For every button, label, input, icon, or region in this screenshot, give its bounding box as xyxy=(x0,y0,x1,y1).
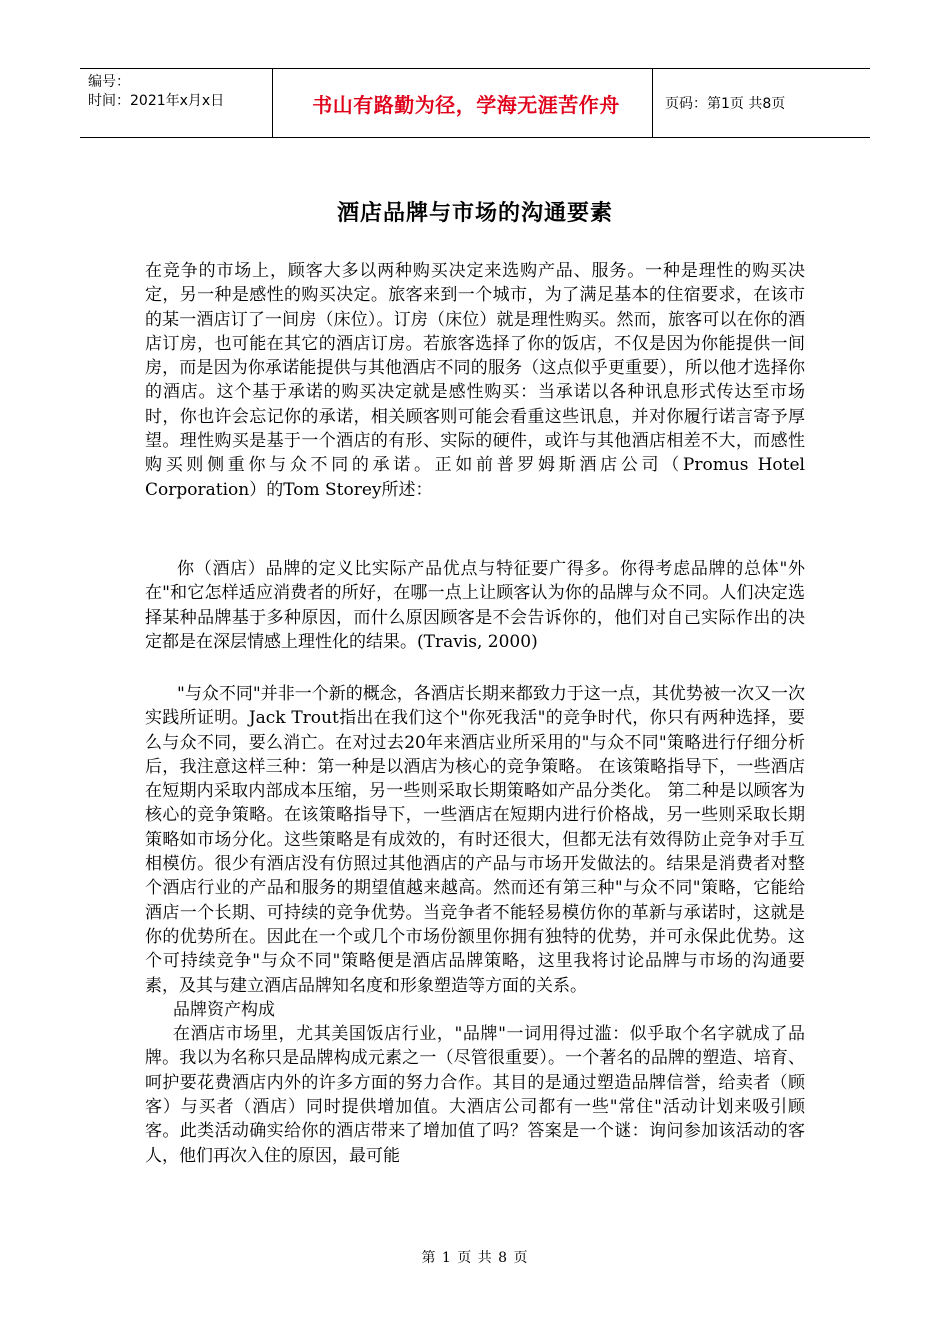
header-divider xyxy=(652,69,653,137)
header-meta xyxy=(88,73,224,111)
header-motto: 书山有路勤为径，学海无涯苦作舟 xyxy=(312,92,620,117)
paragraph-3: "与众不同"并非一个新的概念，各酒店长期来都致力于这一点，其优势被一次又一次实践所证明。Jack Trout指出在我们这个"你死我活"的竞争时代，你只有两种选择，要么与众不同，要么消亡。在对过去20年来酒店业所采用的"与众不同"策略进行仔细分析后，我注意这样三种：第一种是以酒店为核心的竞争策略。 在该策略指导下，一些酒店在短期内采取内部成本压缩，另一些则采取长期策略如产品分类化。 第二种是以顾客为核心的竞争策略。在该策略指导下，一些酒店在短期内进行价格战，另一些则采取长期策略如市场分化。这些策略是有成效的，有时还很大，但都无法有效得防止竞争对手互相模仿。很少有酒店没有仿照过其他酒店的产品与市场开发做法的。结果是消费者对整个酒店行业的产品和服务的期望值越来越高。然而还有第三种"与众不同"策略，它能给酒店一个长期、可持续的竞争优势。当竞争者不能轻易模仿你的革新与承诺时，这就是你的优势所在。因此在一个或几个市场份额里你拥有独特的优势，并可永保此优势。这个可持续竞争"与众不同"策略便是酒店品牌策略，这里我将讨论品牌与市场的沟通要素，及其与建立酒店品牌知名度和形象塑造等方面的关系。 xyxy=(145,684,805,996)
body-section-1 xyxy=(145,259,805,502)
document-header xyxy=(80,68,870,138)
number-label: 编号： xyxy=(88,74,130,90)
paragraph-4: 在酒店市场里，尤其美国饭店行业，"品牌"一词用得过滥：似乎取个名字就成了品牌。我以为名称只是品牌构成元素之一（尽管很重要）。一个著名的品牌的塑造、培育、呵护要花费酒店内外的许多方面的努力合作。其目的是通过塑造品牌信誉，给卖者（顾客）与买者（酒店）同时提供增加值。大酒店公司都有一些"常住"活动计划来吸引顾客。此类活动确实给你的酒店带来了增加值了吗？答案是一个谜：询问参加该活动的客人，他们再次入住的原因，最可能 xyxy=(145,1024,805,1166)
header-page-info: 页码：第1页 共8页 xyxy=(665,96,786,112)
date-label: 时间：2021年x月x日 xyxy=(88,93,225,109)
paragraph-quote: 你（酒店）品牌的定义比实际产品优点与特征要广得多。你得考虑品牌的总体"外在"和它怎样适应消费者的所好，在哪一点上让顾客认为你的品牌与众不同。人们决定选择某种品牌基于多种原因，而什么原因顾客是不会告诉你的，他们对自己实际作出的决定都是在深层情感上理性化的结果。(Travis, 2000) xyxy=(145,559,805,652)
body-section-quote xyxy=(145,557,805,654)
document-title: 酒店品牌与市场的沟通要素 xyxy=(336,200,613,226)
paragraph-1: 在竞争的市场上，顾客大多以两种购买决定来选购产品、服务。一种是理性的购买决定，另一种是感性的购买决定。旅客来到一个城市，为了满足基本的住宿要求，在该市的某一酒店订了一间房（床位）。订房（床位）就是理性购买。然而，旅客可以在你的酒店订房，也可能在其它的酒店订房。若旅客选择了你的饭店，不仅是因为你能提供一间房，而是因为你承诺能提供与其他酒店不同的服务（这点似乎更重要），所以他才选择你的酒店。这个基于承诺的购买决定就是感性购买：当承诺以各种讯息形式传达至市场时，你也许会忘记你的承诺，相关顾客则可能会看重这些讯息，并对你履行诺言寄予厚望。理性购买是基于一个酒店的有形、实际的硬件，或许与其他酒店相差不大，而感性购买则侧重你与众不同的承诺。正如前普罗姆斯酒店公司（Promus Hotel Corporation）的Tom Storey所述： xyxy=(145,261,805,500)
header-divider xyxy=(272,69,273,137)
page-footer: 第 1 页 共 8 页 xyxy=(421,1250,529,1266)
body-section-2 xyxy=(145,682,805,1168)
section-subheading: 品牌资产构成 xyxy=(173,999,275,1020)
